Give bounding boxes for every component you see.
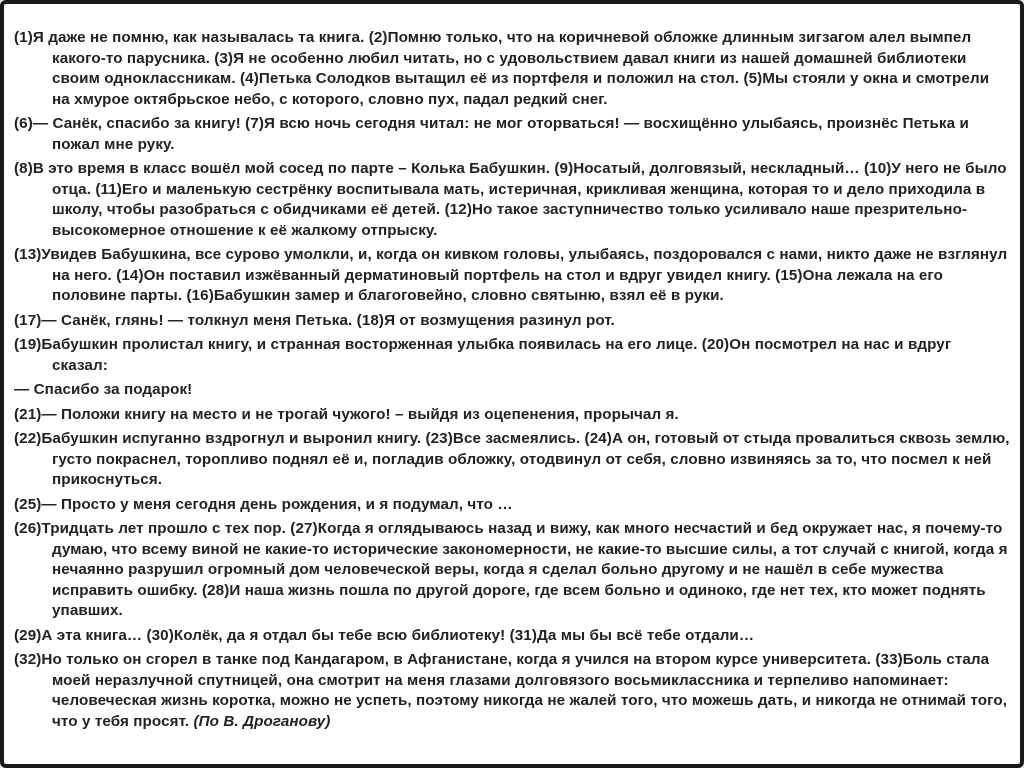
paragraph-2: (6)— Санёк, спасибо за книгу! (7)Я всю ночь сегодня читал: не мог оторваться! — восхищённо улыбаясь, произнёс Петька и пожал мне руку.: [14, 115, 969, 153]
paragraph-6: (19)Бабушкин пролистал книгу, и странная восторженная улыбка появилась на его лице. (20)Он посмотрел на нас и вдруг сказал:: [14, 336, 952, 374]
paragraph-5: (17)— Санёк, глянь! — толкнул меня Петька. (18)Я от возмущения разинул рот.: [14, 311, 615, 329]
source-attribution: (По В. Дроганову): [193, 712, 331, 730]
paragraph-13: [14, 650, 1010, 732]
paragraph-13-text: (32)Но только он сгорел в танке под Кандагаром, в Афганистане, когда я учился на втором курсе университета. (33)Боль стала моей неразлучной спутницей, она смотрит на меня глазами долговязого восьмиклассника и терпеливо напоминает: человеческая жизнь коротка, можно не успеть, поэтому никогда не жалей того, что можешь дать, и никогда не отнимай того, что у тебя просят.: [14, 651, 1008, 730]
paragraph-8: (21)— Положи книгу на место и не трогай чужого! – выйдя из оцепенения, прорычал я.: [14, 405, 679, 423]
paragraph-9: (22)Бабушкин испуганно вздрогнул и выронил книгу. (23)Все засмеялись. (24)А он, готовый от стыда провалиться сквозь землю, густо покраснел, торопливо поднял её и, погладив обложку, отодвинул от себя, словно извиняясь за то, что посмел к ней прикоснуться.: [14, 430, 1010, 488]
paragraph-12: (29)А эта книга… (30)Колёк, да я отдал бы тебе всю библиотеку! (31)Да мы бы всё тебе отдали…: [14, 626, 755, 644]
paragraph-11: (26)Тридцать лет прошло с тех пор. (27)Когда я оглядываюсь назад и вижу, как много несчастий и бед окружает нас, я почему-то думаю, что всему виной не какие-то исторические закономерности, не какие-то высшие силы, а тот случай с книгой, когда я нечаянно разрушил огромный дом человеческой веры, когда я сделал больно другому и не нашёл в себе мужества исправить ошибку. (28)И наша жизнь пошла по другой дороге, где всем больно и одиноко, где нет тех, кто может поднять упавших.: [14, 520, 1008, 619]
paragraph-1: (1)Я даже не помню, как называлась та книга. (2)Помню только, что на коричневой обложке длинным зигзагом алел вымпел какого-то парусника. (3)Я не особенно любил читать, но с удовольствием давал книги из нашей домашней библиотеки своим одноклассникам. (4)Петька Солодков вытащил её из портфеля и положил на стол. (5)Мы стояли у окна и смотрели на хмурое октябрьское небо, с которого, словно пух, падал редкий снег.: [14, 29, 990, 108]
paragraph-4: (13)Увидев Бабушкина, все сурово умолкли, и, когда он кивком головы, улыбаясь, поздоровался с нами, никто даже не взглянул на него. (14)Он поставил изжёванный дерматиновый портфель на стол и вдруг увидел книгу. (15)Она лежала на его половине парты. (16)Бабушкин замер и благоговейно, словно святыню, взял её в руки.: [14, 246, 1008, 304]
paragraph-7: — Спасибо за подарок!: [14, 381, 193, 398]
paragraph-3: (8)В это время в класс вошёл мой сосед по парте – Колька Бабушкин. (9)Носатый, долговязый, нескладный… (10)У него не было отца. (11)Его и маленькую сестрёнку воспитывала мать, истеричная, крикливая женщина, которая то и дело приходила в школу, чтобы разобраться с обидчиками её детей. (12)Но такое заступничество только усиливало наше презрительно-высокомерное отношение к её жалкому отпрыску.: [14, 160, 1007, 239]
paragraph-10: (25)— Просто у меня сегодня день рождения, и я подумал, что …: [14, 495, 513, 513]
